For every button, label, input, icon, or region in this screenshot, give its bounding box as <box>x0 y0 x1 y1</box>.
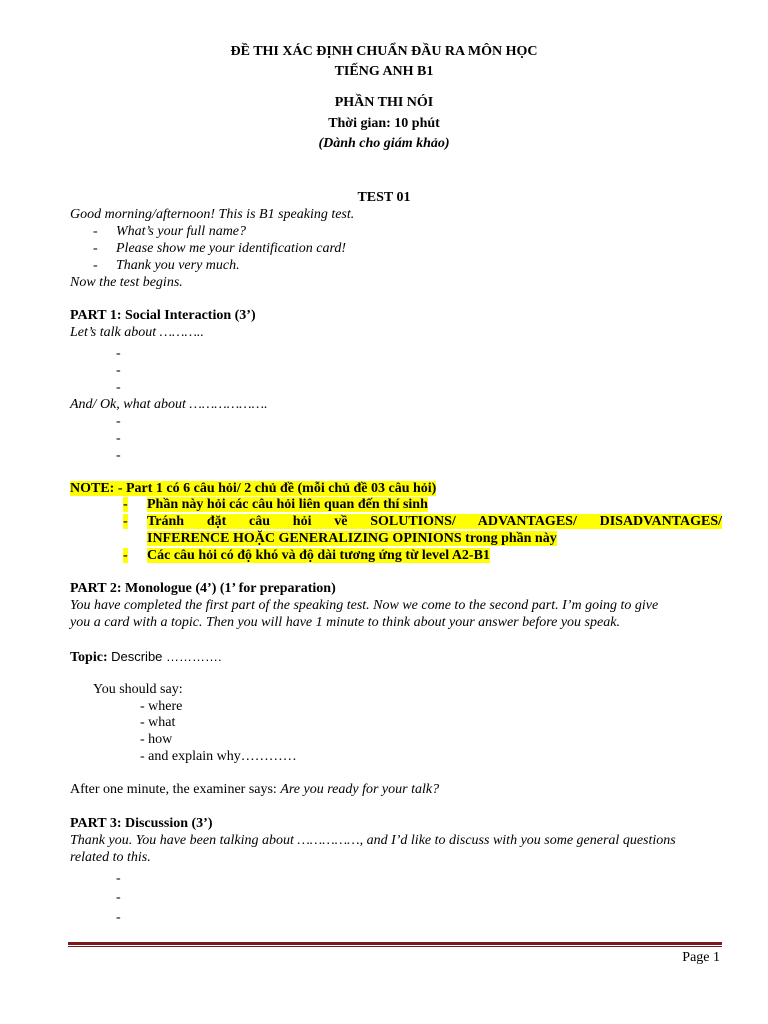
exam-subtitle: TIẾNG ANH B1 <box>334 64 434 79</box>
part3-instructions-2: related to this. <box>70 850 151 865</box>
footer-rule <box>68 942 722 945</box>
intro-item: Thank you very much. <box>116 258 240 273</box>
note-item <box>147 497 428 513</box>
after-question: Are you ready for your talk? <box>280 782 440 797</box>
cue-point: - how <box>140 732 173 747</box>
dash-marker: - <box>123 514 128 529</box>
dash-marker: - <box>116 871 121 886</box>
topic-line <box>70 649 222 666</box>
note-dash <box>123 514 128 530</box>
test-begins: Now the test begins. <box>70 275 183 290</box>
dash-marker: - <box>93 258 98 273</box>
after-minute <box>70 782 439 798</box>
greeting: Good morning/afternoon! This is B1 speaking test. <box>70 207 355 222</box>
note-item <box>147 514 722 530</box>
part2-instructions-2: you a card with a topic. Then you will have 1 minute to think about your answer before you speak. <box>70 615 620 630</box>
note-item-text: Các câu hỏi có độ khó và độ dài tương ứng từ level A2-B1 <box>147 548 490 563</box>
part1-lead: Let’s talk about ……….. <box>70 325 204 340</box>
dash-marker: - <box>116 890 121 905</box>
dash-marker: - <box>116 414 121 429</box>
time-limit: Thời gian: 10 phút <box>328 116 440 131</box>
part2-instructions: You have completed the first part of the speaking test. Now we come to the second part. I’m going to give <box>70 598 659 613</box>
note-item-continued <box>147 531 557 547</box>
test-title: TEST 01 <box>357 190 411 205</box>
note-dash <box>123 548 128 564</box>
part1-title: PART 1: Social Interaction (3’) <box>70 308 256 323</box>
part2-title: PART 2: Monologue (4’) (1’ for preparation) <box>70 581 336 596</box>
note-dash <box>123 497 128 513</box>
note-item <box>147 548 490 564</box>
examiner-note: (Dành cho giám khảo) <box>318 136 450 151</box>
intro-item: What’s your full name? <box>116 224 247 239</box>
dash-marker: - <box>93 224 98 239</box>
dash-marker: - <box>116 448 121 463</box>
dash-marker: - <box>116 346 121 361</box>
note-label-text: NOTE: - Part 1 có 6 câu hỏi/ 2 chủ đề (mỗi chủ đề 03 câu hỏi) <box>70 481 437 496</box>
intro-item: Please show me your identification card! <box>116 241 347 256</box>
cue-point: - and explain why………… <box>140 749 297 764</box>
dash-marker: - <box>123 548 128 563</box>
topic-value: Describe …………. <box>111 649 222 664</box>
footer-rule-thin <box>68 946 722 947</box>
exam-title: ĐỀ THI XÁC ĐỊNH CHUẨN ĐẦU RA MÔN HỌC <box>230 44 538 59</box>
dash-marker: - <box>116 431 121 446</box>
part3-instructions: Thank you. You have been talking about ……………, and I’d like to discuss with you some general questions <box>70 833 676 848</box>
cue-point: - where <box>140 699 183 714</box>
note-item-text: Tránh đặt câu hỏi về SOLUTIONS/ ADVANTAGES/ DISADVANTAGES/ <box>147 514 722 529</box>
after-text: After one minute, the examiner says: <box>70 782 277 797</box>
cue-point: - what <box>140 715 176 730</box>
note-item-text: INFERENCE HOẶC GENERALIZING OPINIONS trong phần này <box>147 531 557 546</box>
part1-lead-2: And/ Ok, what about ………………. <box>70 397 268 412</box>
section-title: PHẦN THI NÓI <box>334 95 434 110</box>
dash-marker: - <box>123 497 128 512</box>
part3-title: PART 3: Discussion (3’) <box>70 816 213 831</box>
note-label <box>70 481 436 497</box>
page-number: Page 1 <box>682 950 720 965</box>
topic-label: Topic: <box>70 650 108 665</box>
should-say: You should say: <box>93 682 183 697</box>
note-item-text: Phần này hỏi các câu hỏi liên quan đến thí sinh <box>147 497 428 512</box>
dash-marker: - <box>116 910 121 925</box>
dash-marker: - <box>116 380 121 395</box>
dash-marker: - <box>93 241 98 256</box>
dash-marker: - <box>116 363 121 378</box>
